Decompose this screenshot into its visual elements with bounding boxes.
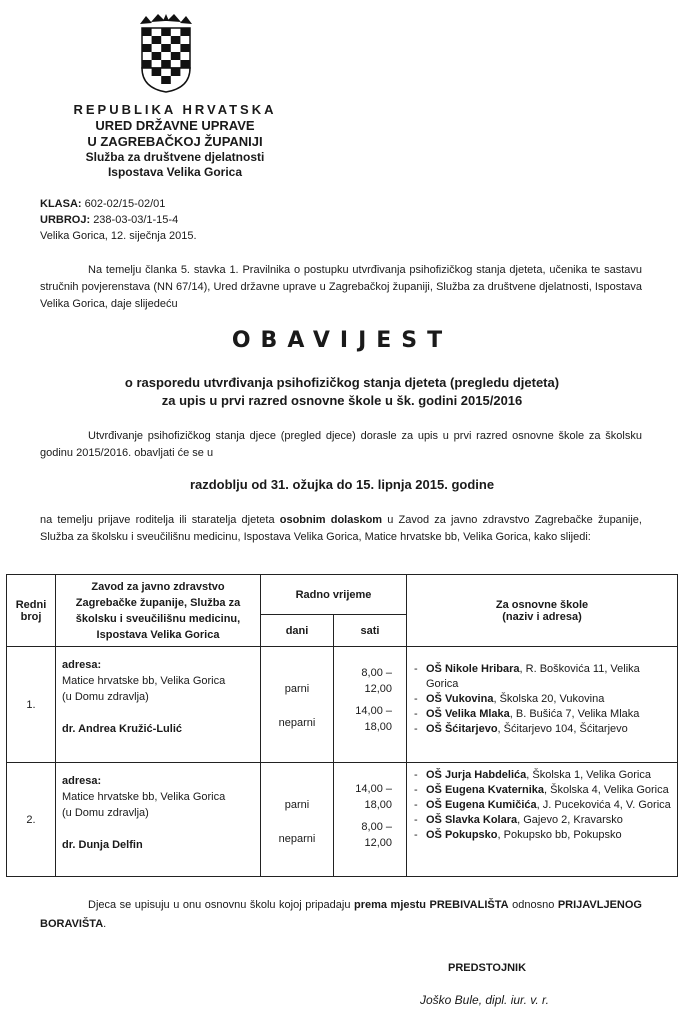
school-address: , R. Boškovića 11, Velika Gorica	[426, 663, 640, 690]
table-row	[7, 763, 678, 877]
day-even: parni	[284, 683, 310, 695]
hours-even-start: 14,00 –	[355, 783, 392, 795]
school-address: , J. Pucekovića 4, V. Gorica	[536, 799, 671, 811]
day-even: parni	[284, 799, 310, 811]
urbroj-label: URBROJ:	[40, 214, 91, 226]
signature-title: PREDSTOJNIK	[448, 962, 527, 974]
school-name: OŠ Šćitarjevo	[426, 723, 498, 735]
school-name: OŠ Vukovina	[426, 693, 494, 705]
coat-of-arms-icon	[138, 14, 194, 94]
school-name: OŠ Velika Mlaka	[426, 708, 510, 720]
row-address	[56, 763, 261, 877]
header-ispostava: Ispostava Velika Gorica	[107, 165, 243, 179]
registration-text-post: u Zavod za javno zdravstvo Zagrebačke županije, Služba za školsku i sveučilišnu medicinu, Ispostava Velika Gorica, Matice hrvatske bb, Velika Gorica, kako slijedi:	[40, 514, 642, 543]
header-ured-line2: U ZAGREBAČKOJ ŽUPANIJI	[87, 134, 263, 149]
header-republika: REPUBLIKA HRVATSKA	[73, 102, 277, 117]
header-zavod: Zavod za javno zdravstvo Zagrebačke županije, Služba za školsku i sveučilišnu medicinu, Ispostava Velika Gorica	[56, 575, 261, 647]
header-radno-vrijeme: Radno vrijeme	[261, 575, 407, 615]
list-item	[414, 722, 672, 737]
list-item	[414, 798, 672, 813]
list-dash: -	[414, 708, 418, 720]
day-odd: neparni	[278, 833, 316, 845]
school-name: OŠ Nikole Hribara	[426, 663, 520, 675]
row-days	[261, 647, 334, 763]
school-address: , Školska 4, Velika Gorica	[544, 784, 669, 796]
list-item	[414, 783, 672, 798]
list-item	[414, 828, 672, 843]
school-name: OŠ Pokupsko	[426, 829, 498, 841]
school-name: OŠ Slavka Kolara	[426, 814, 518, 826]
list-item	[414, 768, 672, 783]
school-address: , Šćitarjevo 104, Šćitarjevo	[497, 723, 628, 735]
day-odd: neparni	[278, 717, 316, 729]
list-dash: -	[414, 769, 418, 781]
schedule-table	[6, 574, 678, 877]
school-name: OŠ Jurja Habdelića	[426, 769, 527, 781]
footer-text-mid: odnosno	[508, 899, 558, 911]
header-sluzba: Služba za društvene djelatnosti	[85, 150, 265, 164]
school-address: , B. Bušića 7, Velika Mlaka	[509, 708, 640, 720]
hours-even-end: 18,00	[364, 799, 392, 811]
address-label: adresa:	[62, 775, 102, 787]
list-dash: -	[414, 784, 418, 796]
row-schools	[407, 647, 678, 763]
address-label: adresa:	[62, 659, 102, 671]
school-name: OŠ Eugena Kvaternika	[426, 784, 544, 796]
header-sati: sati	[334, 615, 407, 647]
row-hours	[334, 763, 407, 877]
footer-text-pre: Djeca se upisuju u onu osnovnu školu kojoj pripadaju	[88, 899, 354, 911]
registration-text-pre: na temelju prijave roditelja ili staratelja djeteta	[40, 514, 280, 526]
list-dash: -	[414, 663, 418, 675]
list-dash: -	[414, 723, 418, 735]
registration-text-bold: osobnim dolaskom	[279, 514, 383, 526]
school-address: , Školska 1, Velika Gorica	[526, 769, 651, 781]
row-number: 2.	[7, 763, 56, 877]
hours-odd-start: 14,00 –	[355, 705, 392, 717]
row-hours	[334, 647, 407, 763]
school-address: , Školska 20, Vukovina	[493, 693, 605, 705]
address-line1: Matice hrvatske bb, Velika Gorica	[62, 675, 226, 687]
klasa-label: KLASA:	[40, 198, 82, 210]
klasa-value: 602-02/15-02/01	[84, 198, 166, 210]
document-title: OBAVIJEST	[231, 328, 453, 353]
list-item	[414, 707, 672, 722]
hours-even-end: 12,00	[364, 683, 392, 695]
school-name: OŠ Eugena Kumičića	[426, 799, 537, 811]
row-address	[56, 647, 261, 763]
row-number: 1.	[7, 647, 56, 763]
subtitle-line2: za upis u prvi razred osnovne škole u šk. godini 2015/2016	[161, 393, 523, 408]
list-dash: -	[414, 814, 418, 826]
footer-paragraph	[40, 896, 642, 934]
place-date: Velika Gorica, 12. siječnja 2015.	[40, 230, 197, 242]
header-skole-line1: Za osnovne škole	[495, 598, 589, 611]
school-address: , Pokupsko bb, Pokupsko	[497, 829, 622, 841]
list-item	[414, 662, 672, 692]
list-item	[414, 692, 672, 707]
header-skole	[407, 575, 678, 647]
list-dash: -	[414, 693, 418, 705]
subtitle-line1: o rasporedu utvrđivanja psihofizičkog stanja djeteta (pregledu djeteta)	[124, 375, 560, 390]
header-redni-broj: Redni broj	[7, 575, 56, 647]
intro-paragraph: Na temelju članka 5. stavka 1. Pravilnika o postupku utvrđivanja psihofizičkog stanja djeteta, učenika te sastavu stručnih povjerenstava (NN 67/14), Ured državne uprave u Zagrebačkoj županiji, Služba za društvene djelatnosti, Ispostava Velika Gorica, daje slijedeću	[40, 264, 642, 310]
list-dash: -	[414, 829, 418, 841]
list-dash: -	[414, 799, 418, 811]
header-dani: dani	[261, 615, 334, 647]
school-address: , Gajevo 2, Kravarsko	[517, 814, 623, 826]
list-item	[414, 813, 672, 828]
row-days	[261, 763, 334, 877]
table-row	[7, 647, 678, 763]
footer-text-end: .	[103, 918, 107, 930]
urbroj-line	[40, 214, 178, 226]
address-line1: Matice hrvatske bb, Velika Gorica	[62, 791, 226, 803]
address-line2: (u Domu zdravlja)	[62, 807, 149, 819]
header-skole-line2: (naziv i adresa)	[502, 610, 582, 623]
address-line2: (u Domu zdravlja)	[62, 691, 149, 703]
signature-name: Joško Bule, dipl. iur. v. r.	[420, 993, 549, 1007]
period-line: razdoblju od 31. ožujka do 15. lipnja 2015. godine	[189, 477, 495, 492]
footer-text-bold1: prema mjestu PREBIVALIŠTA	[354, 899, 509, 911]
footer-text-bold2: PRIJAVLJENOG BORAVIŠTA	[40, 899, 642, 930]
registration-paragraph	[40, 512, 642, 546]
doctor-name: dr. Dunja Delfin	[62, 839, 143, 851]
hours-odd-end: 18,00	[364, 721, 392, 733]
hours-odd-end: 12,00	[364, 837, 392, 849]
exam-paragraph: Utvrđivanje psihofizičkog stanja djece (pregled djece) dorasle za upis u prvi razred osnovne škole za školsku godinu 2015/2016. obavljati će se u	[40, 430, 642, 459]
hours-odd-start: 8,00 –	[361, 821, 392, 833]
klasa-line	[40, 198, 165, 210]
header-ured-line1: URED DRŽAVNE UPRAVE	[95, 118, 255, 133]
doctor-name: dr. Andrea Kružić-Lulić	[62, 723, 183, 735]
hours-even-start: 8,00 –	[361, 667, 392, 679]
row-schools	[407, 763, 678, 877]
urbroj-value: 238-03-03/1-15-4	[93, 214, 179, 226]
